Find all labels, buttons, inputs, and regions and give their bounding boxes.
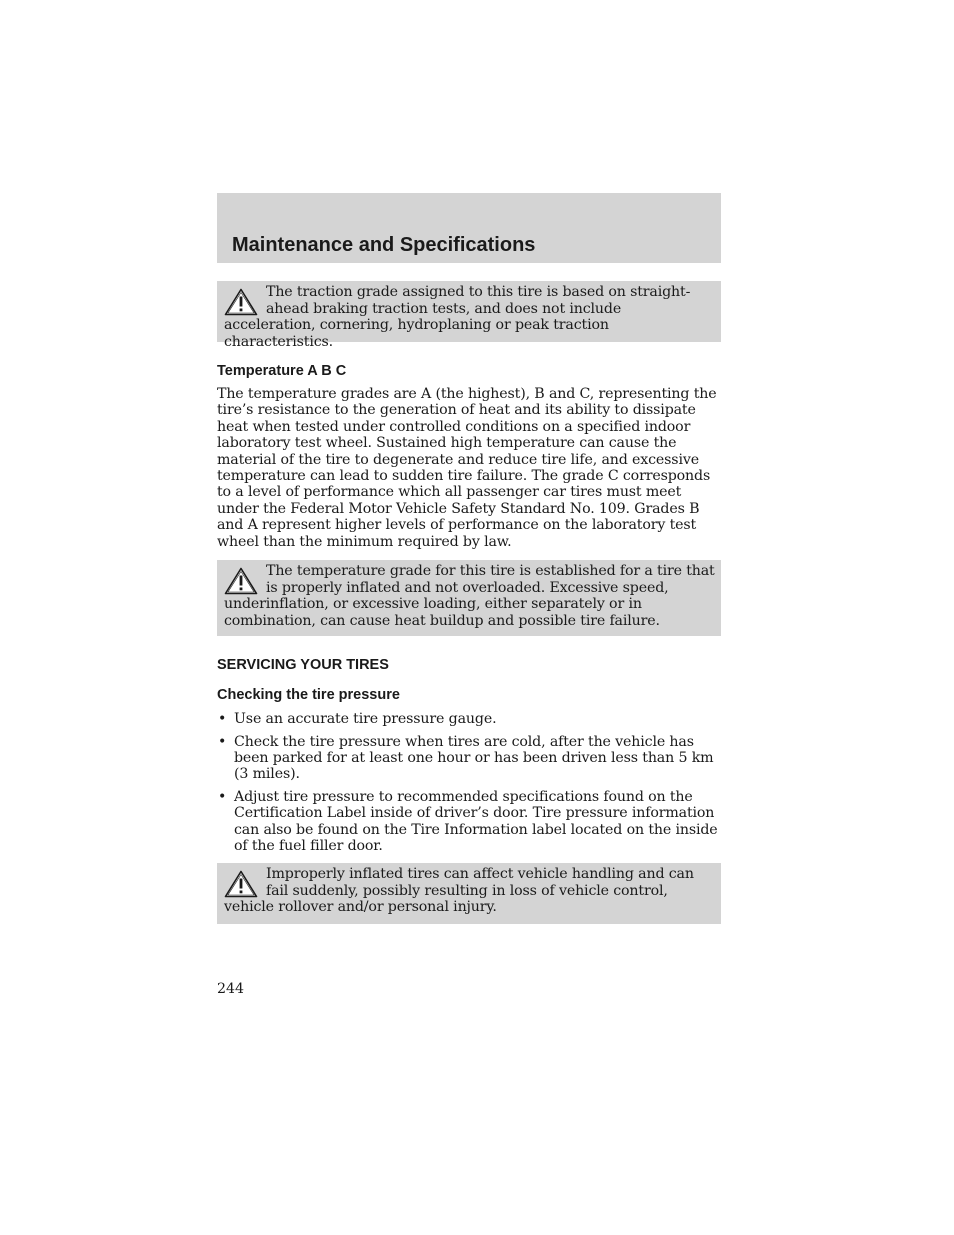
warning-box-inflation	[217, 863, 721, 924]
section-title: Maintenance and Specifications	[232, 234, 536, 256]
warning-triangle-icon	[224, 567, 258, 595]
warning-box-temperature	[217, 560, 721, 636]
temperature-body: The temperature grades are A (the highest), B and C, representing the tire’s resistance to the generation of heat and its ability to dissipate heat when tested under controlled conditions on a specified indoor laboratory test wheel. Sustained high temperature can cause the material of the tire to degenerate and reduce tire life, and excessive temperature can lead to sudden tire failure. The grade C corresponds to a level of performance which all passenger car tires must meet under the Federal Motor Vehicle Safety Standard No. 109. Grades B and A represent higher levels of performance on the laboratory test wheel than the minimum required by law.	[217, 386, 717, 550]
list-item	[217, 734, 723, 783]
warning-box-traction	[217, 281, 721, 350]
warning-text: Improperly inflated tires can affect vehicle handling and can fail suddenly, possibly resulting in loss of vehicle control, vehicle rollover and/or personal injury.	[224, 866, 694, 915]
warning-triangle-icon	[224, 870, 258, 898]
warning-text: The traction grade assigned to this tire is based on straight-ahead braking traction tests, and does not include acceleration, cornering, hydroplaning or peak traction characteristics.	[224, 284, 691, 350]
temperature-heading: Temperature A B C	[217, 363, 347, 379]
tire-pressure-subheading: Checking the tire pressure	[217, 687, 400, 703]
list-item	[217, 789, 723, 854]
bullet-icon: •	[218, 789, 227, 806]
servicing-heading: SERVICING YOUR TIRES	[217, 657, 389, 673]
list-item-text: Use an accurate tire pressure gauge.	[234, 711, 497, 727]
section-header	[217, 193, 721, 263]
bullet-icon: •	[218, 733, 227, 750]
list-item-text: Check the tire pressure when tires are cold, after the vehicle has been parked for at least one hour or has been driven less than 5 km (3 miles).	[234, 733, 714, 783]
list-item-text: Adjust tire pressure to recommended specifications found on the Certification Label inside of driver’s door. Tire pressure information can also be found on the Tire Information label located on the inside of the fuel filler door.	[234, 789, 718, 855]
page-number: 244	[217, 981, 245, 997]
warning-triangle-icon	[224, 288, 258, 316]
warning-text: The temperature grade for this tire is established for a tire that is properly inflated and not overloaded. Excessive speed, underinflation, or excessive loading, either separately or in combination, can cause heat buildup and possible tire failure.	[224, 563, 715, 629]
bullet-icon: •	[218, 711, 227, 727]
list-item	[217, 711, 723, 727]
tire-pressure-list	[217, 711, 723, 861]
